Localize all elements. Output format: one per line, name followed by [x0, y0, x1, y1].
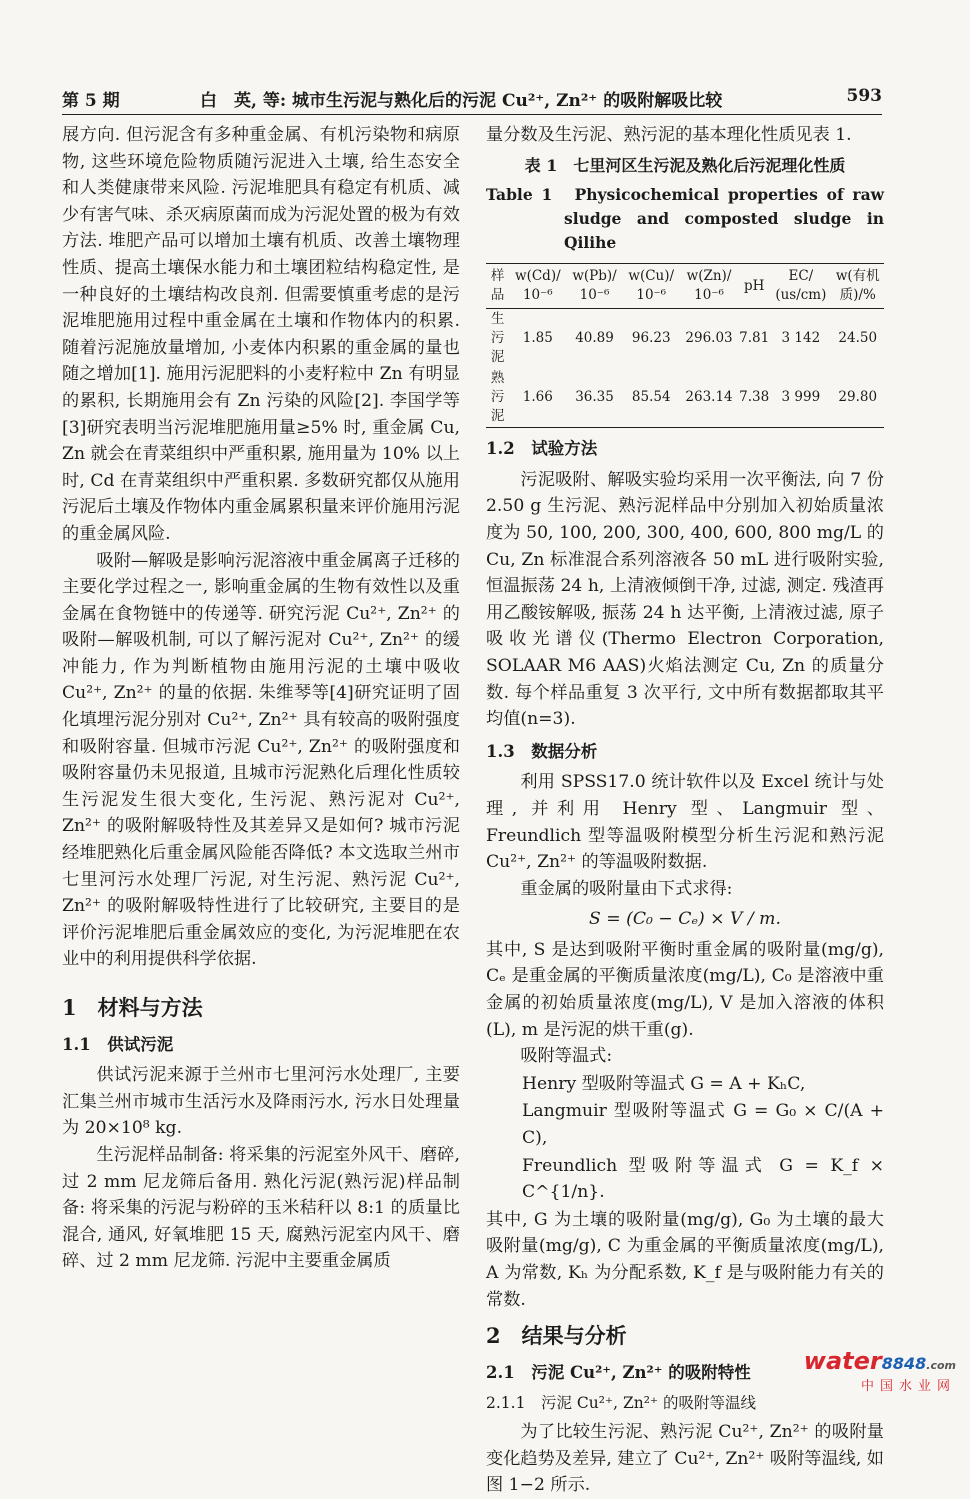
table-row [486, 368, 884, 428]
paragraph: 其中, G 为土壤的吸附量(mg/g), G₀ 为土壤的最大吸附量(mg/g), C 为重金属的平衡质量浓度(mg/L), A 为常数, Kₕ 为分配系数, K_f 是与吸附能力有关的常数. [486, 1209, 884, 1310]
header-issue: 第 5 期 [62, 91, 120, 111]
watermark-number: 8848 [881, 1354, 927, 1373]
subsubsection-heading: 2.1.1 污泥 Cu²⁺, Zn²⁺ 的吸附等温线 [486, 1394, 757, 1413]
table-cell: 85.54 [623, 368, 680, 428]
equation-adsorption: S = (C₀ − Cₑ) × V / m. [589, 909, 781, 930]
subsection-heading: 1.3 数据分析 [486, 741, 598, 761]
table-header-cell: w(Pb)/ 10⁻⁶ [566, 264, 622, 309]
paragraph: 吸附等温式: [520, 1046, 613, 1067]
table-header-cell: w(Cu)/ 10⁻⁶ [623, 264, 680, 309]
header-rule [62, 114, 882, 115]
table-header-cell: w(Zn)/ 10⁻⁶ [680, 264, 738, 309]
subsection-heading: 1.1 供试污泥 [62, 1034, 174, 1054]
table-header-cell: w(有机质)/% [832, 264, 884, 309]
table-cell: 263.14 [680, 368, 738, 428]
table-cell: 3 999 [770, 368, 831, 428]
paragraph: 重金属的吸附量由下式求得: [520, 878, 733, 899]
subsection-heading: 2.1 污泥 Cu²⁺, Zn²⁺ 的吸附特性 [486, 1362, 751, 1382]
watermark-subtitle: 中国水业网 [860, 1379, 956, 1394]
right-column [486, 122, 884, 1499]
equation-freundlich: Freundlich 型吸附等温式 G = K_f × C^{1/n}. [522, 1155, 884, 1203]
header-page-number: 593 [846, 86, 882, 106]
table-cell: 296.03 [685, 330, 733, 347]
table-header-cell: EC/ (us/cm) [770, 264, 831, 309]
watermark-logo [804, 1347, 956, 1394]
table-cell: 生污泥 [490, 311, 505, 366]
equation-henry: Henry 型吸附等温式 G = A + KₕC, [522, 1073, 806, 1094]
equation-langmuir: Langmuir 型吸附等温式 G = G₀ × C/(A + C), [522, 1101, 884, 1149]
table-cell: 熟污泥 [486, 368, 509, 428]
table-header-cell: 样品 [486, 264, 509, 309]
table-row [486, 309, 884, 369]
paragraph: 展方向. 但污泥含有多种重金属、有机污染物和病原物, 这些环境危险物质随污泥进入土壤, 给生态安全和人类健康带来风险. 污泥堆肥具有稳定有机质、减少有害气味、杀灭病原菌而成为污泥处置的极为有效方法. 堆肥产品可以增加土壤有机质、改善土壤物理性质、提高土壤保水能力和土壤团粒结构稳定性, 是一种良好的土壤结构改良剂. 但需要慎重考虑的是污泥堆肥施用过程中重金属在土壤和作物体内的积累. 随着污泥施放量增加, 小麦体内积累的重金属的量也随之增加[1]. 施用污泥肥料的小麦籽粒中 Zn 有明显的累积, 长期施用会有 Zn 污染的风险[2]. 李国学等[3]研究表明当污泥堆肥施用量≥5% 时, 重金属 Cu, Zn 就会在青菜组织中严重积累, 施用量为 10% 以上时, Cd 在青菜组织中严重积累. 多数研究都仅从施用污泥后土壤及作物体内重金属累积量来评价施用污泥的重金属风险. [62, 125, 460, 544]
paragraph: 生污泥样品制备: 将采集的污泥室外风干、磨碎, 过 2 mm 尼龙筛后备用. 熟化污泥(熟污泥)样品制备: 将采集的污泥与粉碎的玉米秸秆以 8:1 的质量比混合, 通风, 好氧堆肥 15 天, 腐熟污泥室内风干、磨碎、过 2 mm 尼龙筛. 污泥中主要重金属质 [62, 1144, 460, 1272]
table-cell: 1.85 [522, 330, 553, 347]
left-column [62, 122, 460, 1275]
watermark-com: .com [926, 1359, 956, 1372]
table-cell: 36.35 [566, 368, 622, 428]
table-cell: 1.66 [509, 368, 566, 428]
table-cell: 24.50 [838, 330, 878, 347]
table-cell: 3 142 [781, 330, 821, 347]
paragraph: 吸附—解吸是影响污泥溶液中重金属离子迁移的主要化学过程之一, 影响重金属的生物有效性以及重金属在食物链中的传递等. 研究污泥 Cu²⁺, Zn²⁺ 的吸附—解吸机制, 可以了解污泥对 Cu²⁺, Zn²⁺ 的缓冲能力, 作为判断植物由施用污泥的土壤中吸收 Cu²⁺, Zn²⁺ 的量的依据. 朱维琴等[4]研究证明了固化填埋污泥分别对 Cu²⁺, Zn²⁺ 具有较高的吸附强度和吸附容量. 但城市污泥 Cu²⁺, Zn²⁺ 的吸附强度和吸附容量仍未见报道, 且城市污泥熟化后理化性质较生污泥发生很大变化, 生污泥、熟污泥对 Cu²⁺, Zn²⁺ 的吸附解吸特性及其差异又是如何? 城市污泥经堆肥熟化后重金属风险能否降低? 本文选取兰州市七里河污水处理厂污泥, 对生污泥、熟污泥 Cu²⁺, Zn²⁺ 的吸附解吸特性进行了比较研究, 主要目的是评价污泥堆肥后重金属效应的变化, 为污泥堆肥在农业中的利用提供科学依据. [62, 550, 460, 970]
table-header-cell: w(Cd)/ 10⁻⁶ [509, 264, 566, 309]
table-cell: 29.80 [832, 368, 884, 428]
table-cell: 40.89 [575, 330, 614, 347]
table-header-row [486, 264, 884, 309]
properties-table [486, 263, 884, 428]
table-caption-en: Table 1 Physicochemical properties of raw sludge and composted sludge in Qilihe [486, 185, 884, 253]
paragraph: 其中, S 是达到吸附平衡时重金属的吸附量(mg/g), Cₑ 是重金属的平衡质量浓度(mg/L), C₀ 是溶液中重金属的初始质量浓度(mg/L), V 是加入溶液的体积(L), m 是污泥的烘干重(g). [486, 939, 884, 1040]
table-cell: 7.81 [739, 330, 770, 347]
table-cell: 7.38 [738, 368, 770, 428]
section-heading: 1 材料与方法 [62, 995, 203, 1020]
subsection-heading: 1.2 试验方法 [486, 439, 598, 459]
paragraph: 污泥吸附、解吸实验均采用一次平衡法, 向 7 份 2.50 g 生污泥、熟污泥样品中分别加入初始质量浓度为 50, 100, 200, 300, 400, 600, 800 mg/L 的 Cu, Zn 标准混合系列溶液各 50 mL 进行吸附实验, 恒温振荡 24 h, 上清液倾倒干净, 过滤, 测定. 残渣再用乙酸铵解吸, 振荡 24 h 达平衡, 上清液过滤, 原子吸收光谱仪(Thermo Electron Corporation, SOLAAR M6 AAS)火焰法测定 Cu, Zn 的质量分数. 每个样品重复 3 次平行, 文中所有数据都取其平均值(n=3). [486, 469, 884, 730]
paragraph: 量分数及生污泥、熟污泥的基本理化性质见表 1. [486, 125, 852, 145]
table-cell: 96.23 [631, 330, 671, 347]
paragraph: 利用 SPSS17.0 统计软件以及 Excel 统计与处理, 并利用 Henry 型、Langmuir 型、Freundlich 型等温吸附模型分析生污泥和熟污泥 Cu²⁺, Zn²⁺ 的等温吸附数据. [486, 772, 884, 873]
section-heading: 2 结果与分析 [486, 1323, 627, 1349]
watermark-brand [804, 1347, 956, 1375]
watermark-main: water [803, 1347, 882, 1375]
header-title: 白 英, 等: 城市生污泥与熟化后的污泥 Cu²⁺, Zn²⁺ 的吸附解吸比较 [200, 91, 723, 111]
paragraph: 供试污泥来源于兰州市七里河污水处理厂, 主要汇集兰州市城市生活污水及降雨污水, 污水日处理量为 20×10⁸ kg. [62, 1065, 460, 1139]
table-caption-cn: 表 1 七里河区生污泥及熟化后污泥理化性质 [524, 155, 846, 175]
table-header-cell: pH [738, 264, 770, 309]
paragraph: 为了比较生污泥、熟污泥 Cu²⁺, Zn²⁺ 的吸附量变化趋势及差异, 建立了 Cu²⁺, Zn²⁺ 吸附等温线, 如图 1−2 所示. [486, 1421, 884, 1496]
